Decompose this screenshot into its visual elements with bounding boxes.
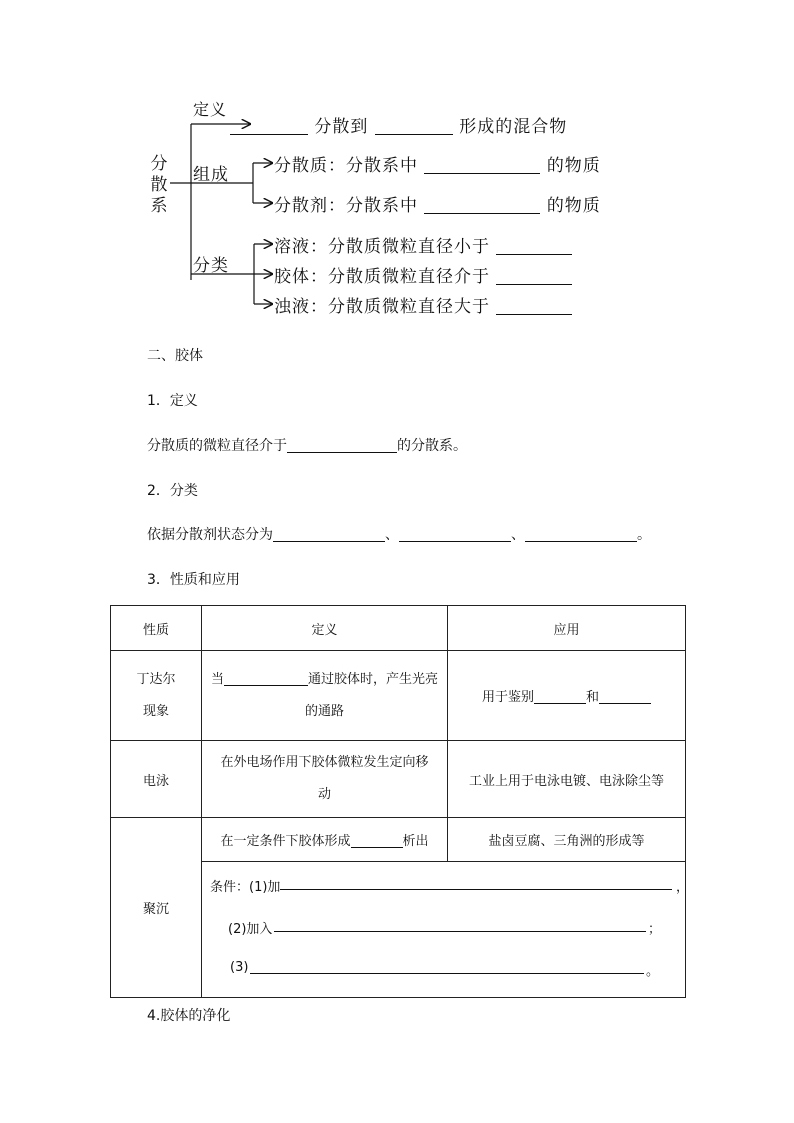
coagulation-conditions	[202, 862, 690, 998]
header-application: 应用	[448, 606, 686, 651]
table-header-row	[111, 606, 686, 651]
blank-field[interactable]	[599, 690, 651, 704]
header-definition: 定义	[202, 606, 448, 651]
blank-field[interactable]	[496, 267, 572, 285]
tyndall-name	[111, 651, 202, 741]
blank-field[interactable]	[274, 918, 646, 932]
blank-field[interactable]	[424, 156, 540, 174]
subheading-properties: 3．性质和应用	[147, 572, 240, 588]
blank-field[interactable]	[525, 527, 637, 542]
coagulation-def-a: 在一定条件下胶体形成	[220, 834, 351, 849]
condition-3	[208, 952, 679, 996]
blank-field[interactable]	[424, 196, 540, 214]
electrophoresis-name: 电泳	[111, 741, 202, 818]
table-row-coagulation	[111, 818, 686, 862]
separator: 、	[385, 527, 399, 543]
tyndall-def-c: 的通路	[304, 703, 344, 719]
class-item-solution	[274, 232, 572, 257]
blank-field[interactable]	[230, 117, 308, 135]
tyndall-app-b: 和	[586, 690, 600, 705]
classification-sentence	[147, 524, 651, 544]
tyndall-definition	[202, 651, 448, 741]
blank-field[interactable]	[534, 690, 586, 704]
composition-item-solute	[274, 151, 601, 176]
condition-1-label: 条件：(1)加	[210, 879, 281, 895]
coagulation-definition	[202, 818, 448, 862]
subheading-definition: 1．定义	[147, 393, 198, 409]
table-row-tyndall	[111, 651, 686, 741]
solvent-suffix: 的物质	[546, 196, 601, 216]
blank-field[interactable]	[496, 237, 572, 255]
definition-label: 定义	[193, 100, 228, 119]
electrophoresis-application: 工业上用于电泳电镀、电泳除尘等	[448, 741, 686, 818]
blank-field[interactable]	[399, 527, 511, 542]
separator: 、	[511, 527, 525, 543]
root-char: 分	[150, 154, 168, 174]
solute-text: 分散质：分散系中	[274, 156, 418, 176]
definition-part2: 形成的混合物	[459, 117, 568, 137]
class-text-a: 依据分散剂状态分为	[147, 527, 273, 543]
def-text-b: 的分散系。	[397, 438, 467, 454]
blank-field[interactable]	[375, 117, 453, 135]
blank-field[interactable]	[224, 672, 308, 686]
properties-table	[110, 605, 690, 998]
coagulation-def-b: 析出	[402, 834, 429, 849]
coagulation-name: 聚沉	[111, 818, 202, 998]
condition-1	[208, 864, 690, 908]
condition-2-end: ；	[648, 921, 662, 937]
blank-field[interactable]	[351, 834, 403, 848]
def-text-a: 分散质的微粒直径介于	[147, 438, 287, 454]
class-item-colloid	[274, 262, 572, 287]
class-item-suspension	[274, 292, 572, 317]
tyndall-def-b: 通过胶体时，产生光亮	[308, 671, 439, 687]
tyndall-app-a: 用于鉴别	[481, 690, 534, 705]
tyndall-def-a: 当	[210, 671, 224, 687]
electrophoresis-def-line1: 在外电场作用下胶体微粒发生定向移	[220, 755, 429, 770]
definition-line	[230, 112, 567, 137]
blank-field[interactable]	[250, 960, 644, 974]
section-heading: 二、胶体	[147, 348, 203, 364]
composition-item-solvent	[274, 191, 601, 216]
header-property: 性质	[111, 606, 202, 651]
condition-2-label: (2)加入	[228, 921, 273, 937]
condition-3-label: (3)	[230, 959, 249, 975]
root-char: 散	[150, 175, 168, 195]
table-row-electrophoresis	[111, 741, 686, 818]
solvent-text: 分散剂：分散系中	[274, 196, 418, 216]
condition-3-end: 。	[646, 963, 660, 979]
suspension-text: 浊液：分散质微粒直径大于	[274, 297, 490, 317]
electrophoresis-def-line2: 动	[317, 787, 331, 802]
solute-suffix: 的物质	[546, 156, 601, 176]
condition-2	[208, 908, 679, 952]
root-char: 系	[150, 196, 168, 216]
definition-sentence	[147, 435, 467, 455]
composition-label: 组成	[193, 165, 229, 185]
blank-field[interactable]	[496, 297, 572, 315]
subheading-classification: 2．分类	[147, 483, 198, 499]
solution-text: 溶液：分散质微粒直径小于	[274, 237, 490, 257]
blank-field[interactable]	[287, 438, 397, 453]
classification-label: 分类	[193, 256, 229, 276]
colloid-text: 胶体：分散质微粒直径介于	[274, 267, 490, 287]
blank-field[interactable]	[280, 876, 672, 890]
tyndall-name-line1: 丁达尔	[136, 671, 176, 687]
definition-part1: 分散到	[314, 117, 369, 137]
coagulation-application: 盐卤豆腐、三角洲的形成等	[448, 818, 686, 862]
tyndall-application	[448, 651, 686, 741]
electrophoresis-definition	[202, 741, 448, 818]
tyndall-name-line2: 现象	[142, 703, 169, 719]
subheading-purification: 4.胶体的净化	[147, 1008, 231, 1024]
blank-field[interactable]	[273, 527, 385, 542]
end-mark: 。	[637, 527, 651, 543]
condition-1-end: ，	[676, 879, 690, 895]
